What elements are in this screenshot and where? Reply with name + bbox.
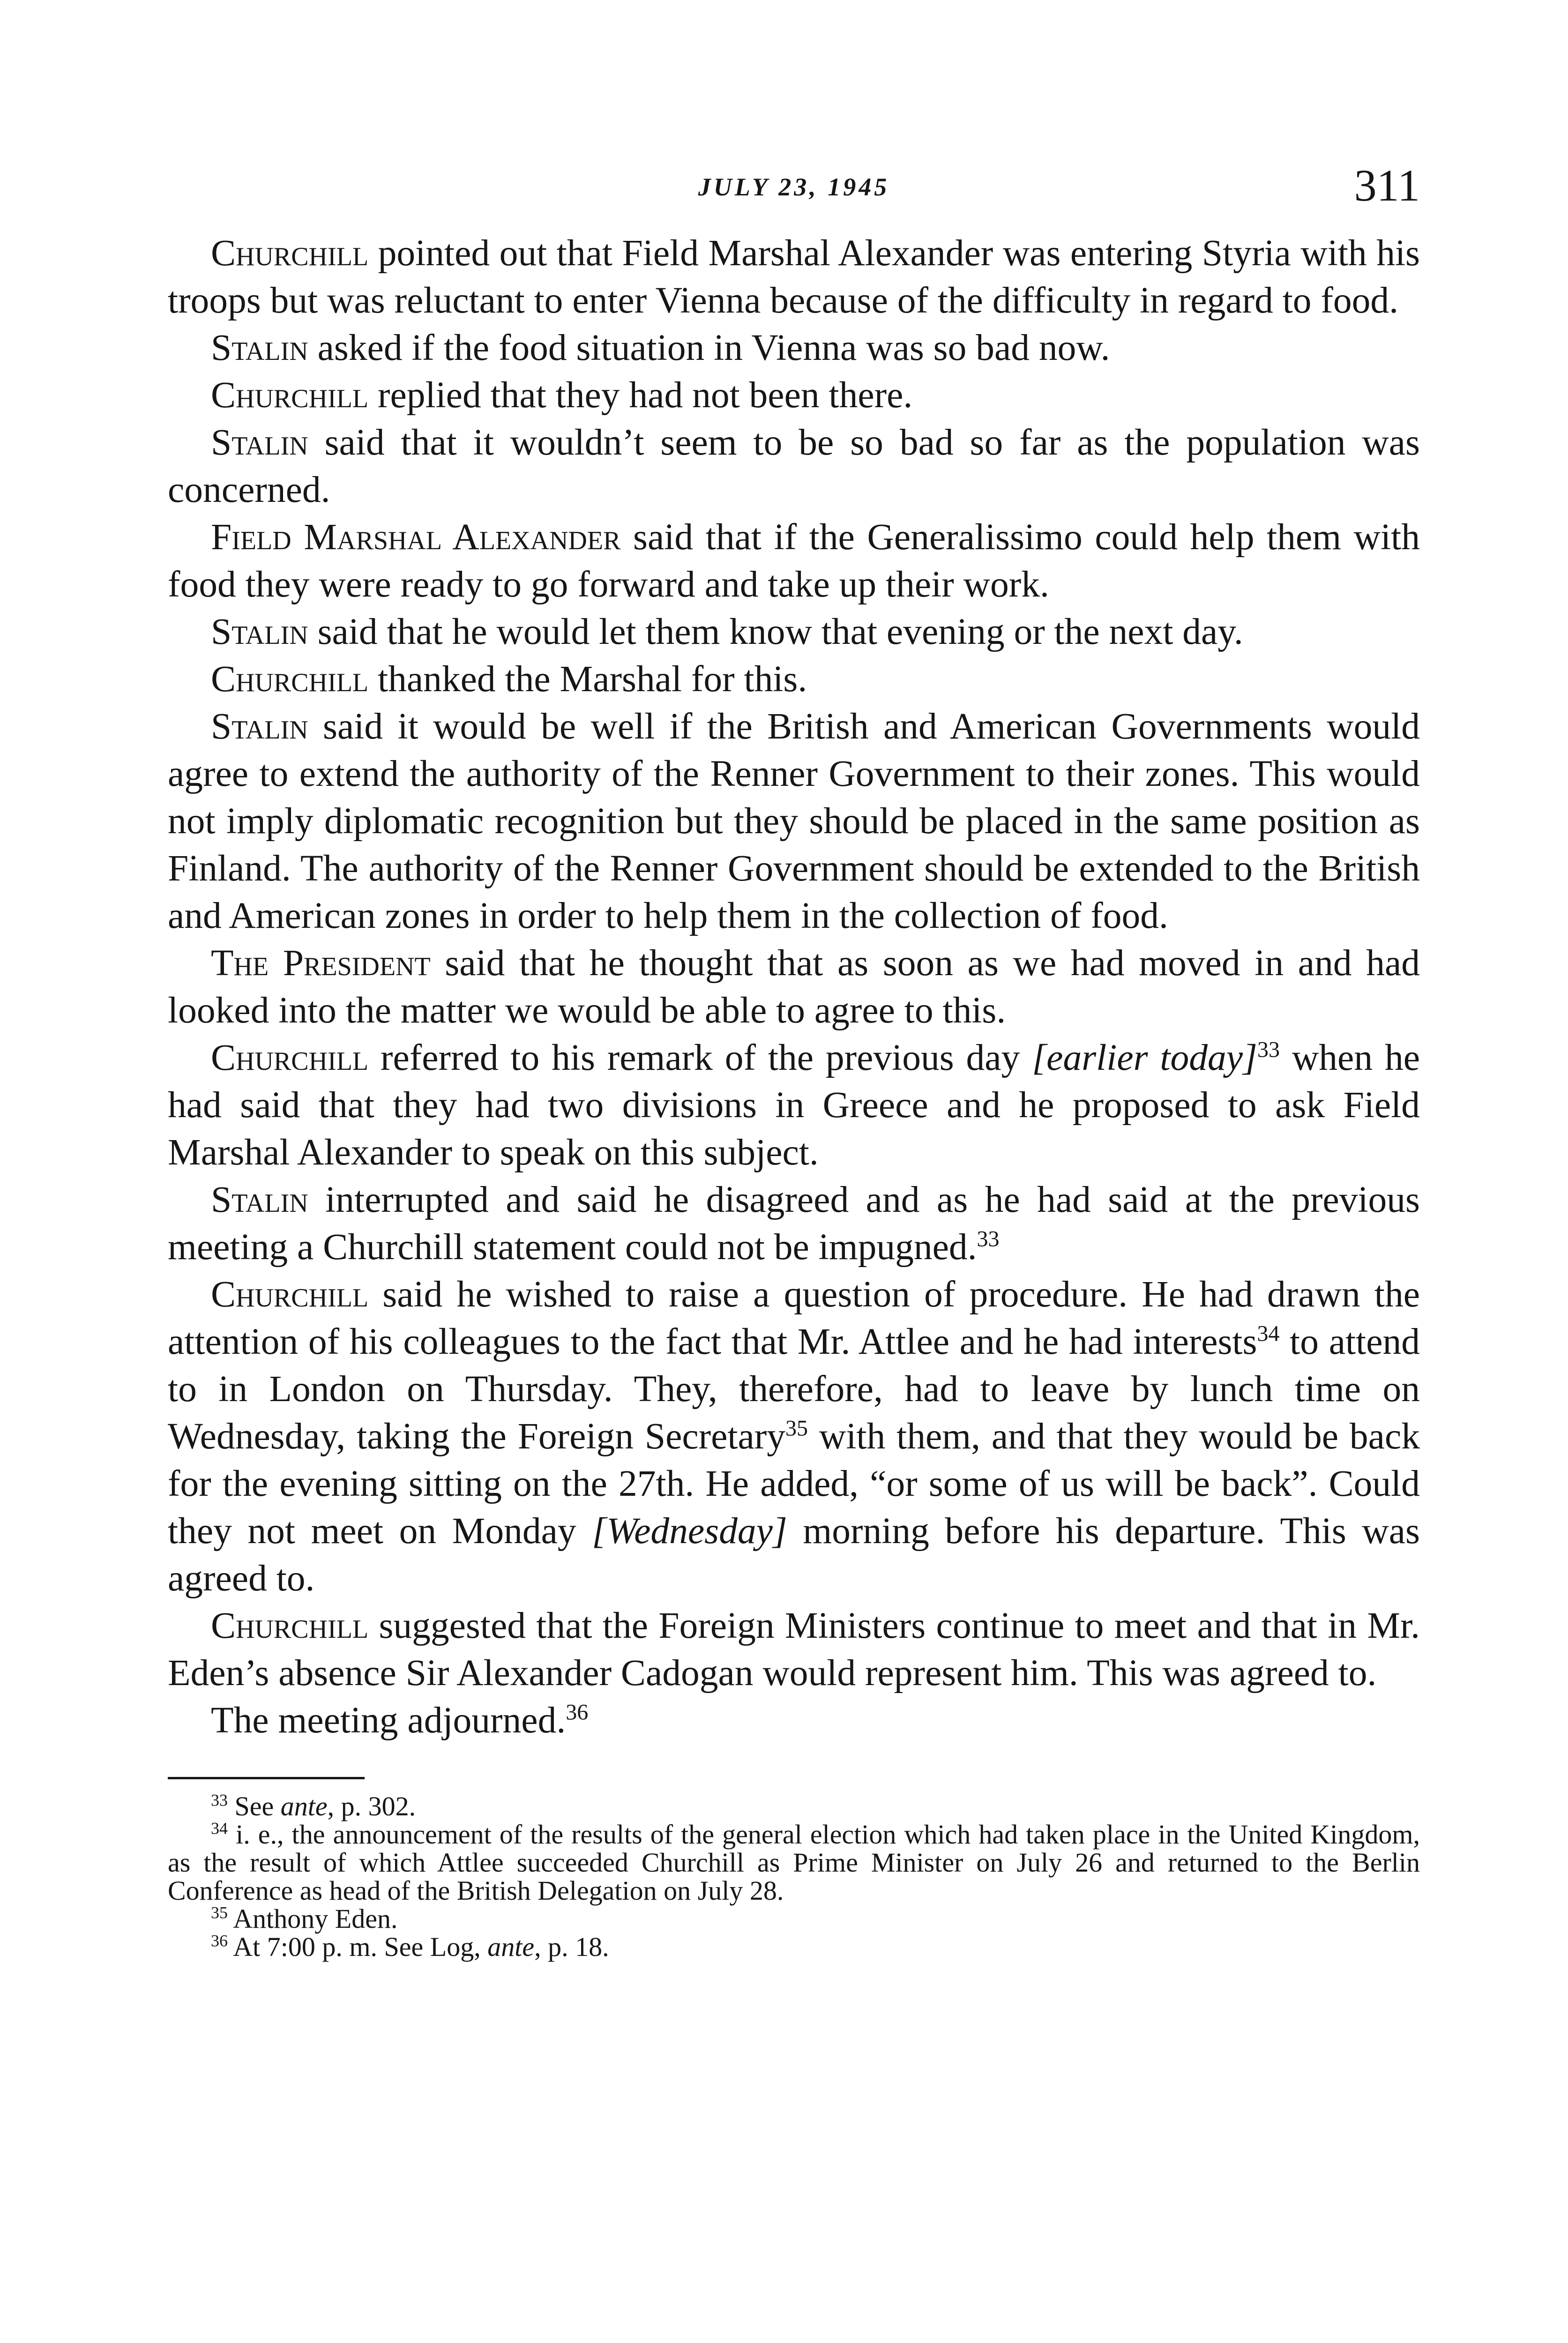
paragraph-text: said he wished to raise a question of procedure. He had drawn the attention of his colleagues to the fact that Mr. Attlee and he had interests xyxy=(168,1274,1420,1362)
speaker-name: Stalin xyxy=(211,327,308,368)
paragraph xyxy=(168,419,1420,514)
footnote-rule xyxy=(168,1777,365,1779)
paragraph-text: with them, and that they would be back for the evening sitting on the 27th. He added, “or some of us will be back”. Could they not meet on Monday xyxy=(168,1416,1420,1552)
footnotes xyxy=(168,1792,1420,1961)
paragraph-text: suggested that the Foreign Ministers continue to meet and that in Mr. Eden’s absence Sir Alexander Cadogan would represent him. This was agreed to. xyxy=(168,1605,1420,1694)
body-text xyxy=(168,230,1420,1744)
footnote xyxy=(168,1905,1420,1933)
footnote-mark: 36 xyxy=(211,1931,228,1950)
paragraph-text: morning before his departure. This was agreed to. xyxy=(168,1510,1420,1599)
speaker-name: Churchill xyxy=(211,1037,369,1078)
speaker-name: Churchill xyxy=(211,1605,369,1646)
editorial-insertion: [earlier today] xyxy=(1032,1037,1257,1078)
paragraph xyxy=(168,514,1420,608)
paragraph-text: The meeting adjourned. xyxy=(211,1700,566,1741)
footnote-reference: 33 xyxy=(1257,1037,1280,1062)
paragraph-text: pointed out that Field Marshal Alexander was entering Styria with his troops but was reluctant to enter Vienna because of the difficulty in regard to food. xyxy=(168,232,1420,321)
footnote-reference: 34 xyxy=(1257,1321,1280,1346)
footnote-reference: 35 xyxy=(785,1416,808,1441)
paragraph-text: when he had said that they had two divisions in Greece and he proposed to ask Field Marshal Alexander to speak on this subject. xyxy=(168,1037,1420,1173)
speaker-name: Churchill xyxy=(211,658,369,700)
footnote xyxy=(168,1792,1420,1821)
paragraph xyxy=(168,372,1420,419)
running-head: JULY 23, 1945 xyxy=(698,173,890,201)
footnote-text: See xyxy=(228,1791,281,1821)
footnote-text: At 7:00 p. m. See Log, xyxy=(228,1932,488,1962)
footnote-mark: 33 xyxy=(211,1791,228,1810)
speaker-name: Field Marshal Alexander xyxy=(211,516,621,558)
speaker-name: Churchill xyxy=(211,374,369,416)
paragraph xyxy=(168,608,1420,656)
speaker-name: Churchill xyxy=(211,232,369,274)
paragraph-text: referred to his remark of the previous day xyxy=(368,1037,1032,1078)
footnote xyxy=(168,1821,1420,1905)
footnote-reference: 36 xyxy=(566,1700,589,1725)
paragraph xyxy=(168,703,1420,940)
paragraph-text: thanked the Marshal for this. xyxy=(368,658,807,700)
paragraph xyxy=(168,1176,1420,1271)
footnote-text: , p. 18. xyxy=(534,1932,609,1962)
footnote-text: , p. 302. xyxy=(327,1791,416,1821)
footnote-text: Anthony Eden. xyxy=(228,1903,398,1934)
paragraph-text: said it would be well if the British and American Governments would agree to extend the authority of the Renner Government to their zones. This would not imply diplomatic recognition but they should be placed in the same position as Finland. The authority of the Renner Government should be extended to the British and American zones in order to help them in the collection of food. xyxy=(168,706,1420,936)
speaker-name: Stalin xyxy=(211,422,308,463)
footnote-italic: ante xyxy=(487,1932,535,1962)
speaker-name: Stalin xyxy=(211,611,308,652)
footnote-reference: 33 xyxy=(977,1226,1000,1252)
paragraph xyxy=(168,1697,1420,1744)
speaker-name: Churchill xyxy=(211,1274,369,1315)
paragraph-text: said that it wouldn’t seem to be so bad so far as the population was concerned. xyxy=(168,422,1420,510)
paragraph-text: replied that they had not been there. xyxy=(368,374,913,416)
paragraph xyxy=(168,1034,1420,1176)
page-number: 311 xyxy=(1354,160,1420,210)
footnote xyxy=(168,1933,1420,1961)
speaker-name: Stalin xyxy=(211,706,308,747)
paragraph xyxy=(168,656,1420,703)
editorial-insertion: [Wednesday] xyxy=(592,1510,787,1552)
paragraph xyxy=(168,1271,1420,1602)
speaker-name: The President xyxy=(211,942,431,984)
paragraph xyxy=(168,940,1420,1034)
paragraph-text: said that he would let them know that evening or the next day. xyxy=(308,611,1243,652)
footnote-mark: 34 xyxy=(211,1819,228,1838)
paragraph xyxy=(168,324,1420,372)
paragraph xyxy=(168,230,1420,324)
paragraph-text: asked if the food situation in Vienna was so bad now. xyxy=(308,327,1110,368)
paragraph-text: said that he thought that as soon as we had moved in and had looked into the matter we would be able to agree to this. xyxy=(168,942,1420,1031)
footnote-mark: 35 xyxy=(211,1903,228,1922)
document-page xyxy=(168,159,1420,1961)
page-header xyxy=(168,159,1420,216)
paragraph-text: interrupted and said he disagreed and as he had said at the previous meeting a Churchill statement could not be impugned. xyxy=(168,1179,1420,1268)
paragraph-text: to attend to in London on Thursday. They, therefore, had to leave by lunch time on Wednesday, taking the Foreign Secretary xyxy=(168,1321,1420,1457)
paragraph xyxy=(168,1602,1420,1697)
footnote-italic: ante xyxy=(280,1791,328,1821)
speaker-name: Stalin xyxy=(211,1179,308,1220)
paragraph-text: said that if the Generalissimo could help them with food they were ready to go forward and take up their work. xyxy=(168,516,1420,605)
footnote-text: i. e., the announcement of the results of the general election which had taken place in the United Kingdom, as the result of which Attlee succeeded Churchill as Prime Minister on July 26 and returned to the Berlin Conference as head of the British Delegation on July 28. xyxy=(168,1819,1420,1906)
